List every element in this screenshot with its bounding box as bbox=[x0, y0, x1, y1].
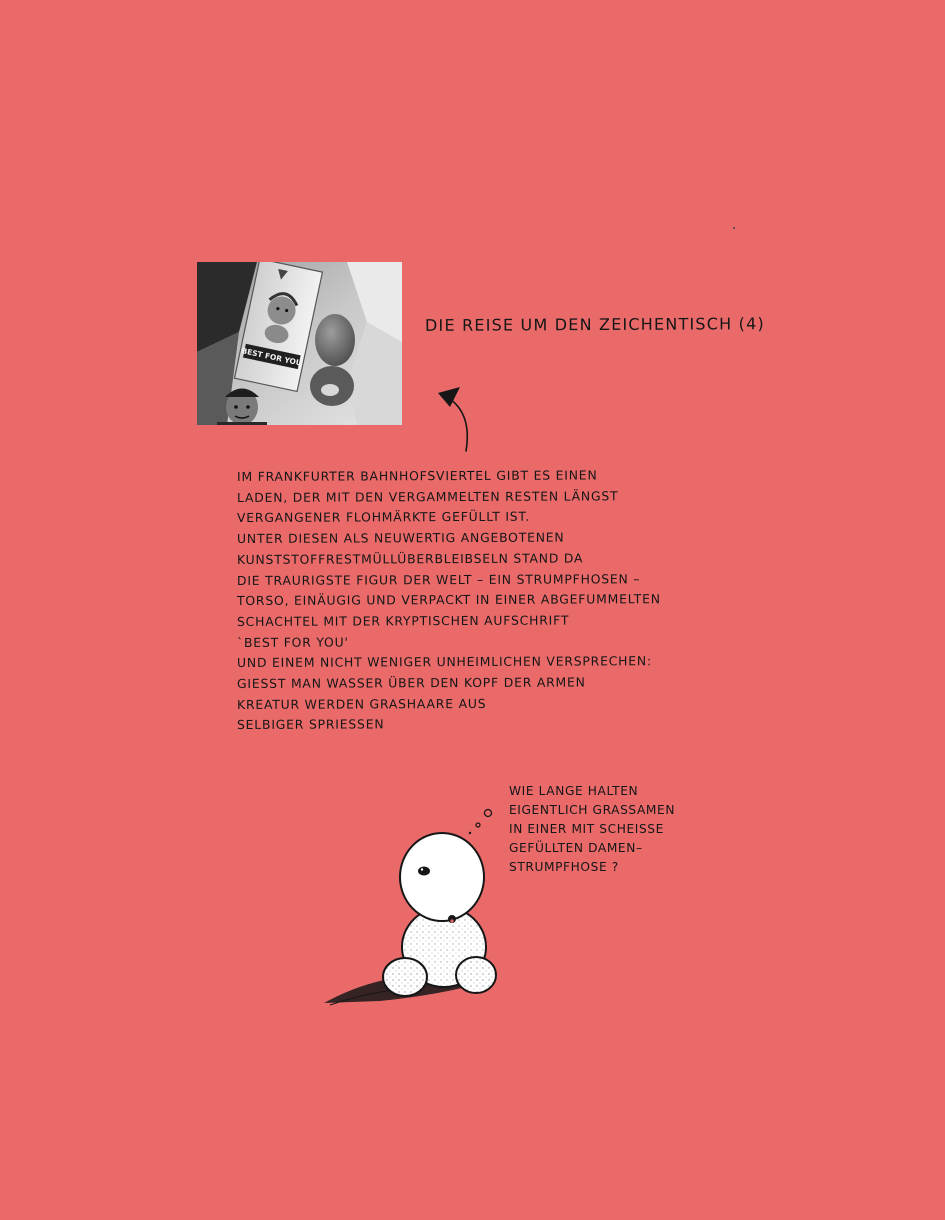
arrow-up-icon bbox=[432, 385, 484, 455]
story-line: TORSO, EINÄUGIG UND VERPACKT IN EINER ABGEFUMMELTEN bbox=[236, 591, 661, 609]
grayscale-photo-illustration bbox=[197, 262, 402, 425]
thought-line: STRUMPFHOSE ? bbox=[509, 860, 619, 874]
photo-of-figure-in-box bbox=[197, 262, 402, 425]
thought-line: IN EINER MIT SCHEISSE bbox=[509, 822, 664, 836]
one-eyed-figure-illustration bbox=[320, 805, 530, 1010]
story-line: DIE TRAURIGSTE FIGUR DER WELT – EIN STRUMPFHOSEN – bbox=[236, 570, 641, 588]
thought-line: GEFÜLLTEN DAMEN– bbox=[509, 841, 643, 855]
story-line: KREATUR WERDEN GRASHAARE AUS bbox=[236, 695, 487, 712]
thought-bubble-icon bbox=[469, 832, 471, 834]
story-line: LADEN, DER MIT DEN VERGAMMELTEN RESTEN LÄNGST bbox=[236, 488, 619, 505]
thought-line: EIGENTLICH GRASSAMEN bbox=[509, 803, 676, 817]
story-line: SCHACHTEL MIT DER KRYPTISCHEN AUFSCHRIFT bbox=[236, 612, 570, 629]
story-line: IM FRANKFURTER BAHNHOFSVIERTEL GIBT ES EINEN bbox=[236, 467, 598, 484]
story-line: `BEST FOR YOU' bbox=[236, 634, 349, 650]
thought-bubble-icon bbox=[485, 810, 492, 817]
thought-text bbox=[509, 782, 769, 877]
story-line: KUNSTSTOFFRESTMÜLLÜBERBLEIBSELN STAND DA bbox=[236, 550, 584, 567]
story-line: UND EINEM NICHT WENIGER UNHEIMLICHEN VERSPRECHEN: bbox=[236, 653, 652, 671]
story-line: VERGANGENER FLOHMÄRKTE GEFÜLLT IST. bbox=[236, 509, 531, 526]
photo-box-label: BEST FOR YOU bbox=[240, 346, 303, 368]
story-line: SELBIGER SPRIESSEN bbox=[236, 716, 385, 733]
ink-speck bbox=[733, 227, 735, 229]
thought-bubble-icon bbox=[476, 823, 480, 827]
story-line: UNTER DIESEN ALS NEUWERTIG ANGEBOTENEN bbox=[236, 529, 565, 547]
thought-line: WIE LANGE HALTEN bbox=[509, 784, 639, 798]
page-title: DIE REISE UM DEN ZEICHENTISCH (4) bbox=[424, 314, 765, 335]
story-line: GIESST MAN WASSER ÜBER DEN KOPF DER ARMEN bbox=[236, 674, 586, 692]
story-text bbox=[237, 467, 777, 736]
